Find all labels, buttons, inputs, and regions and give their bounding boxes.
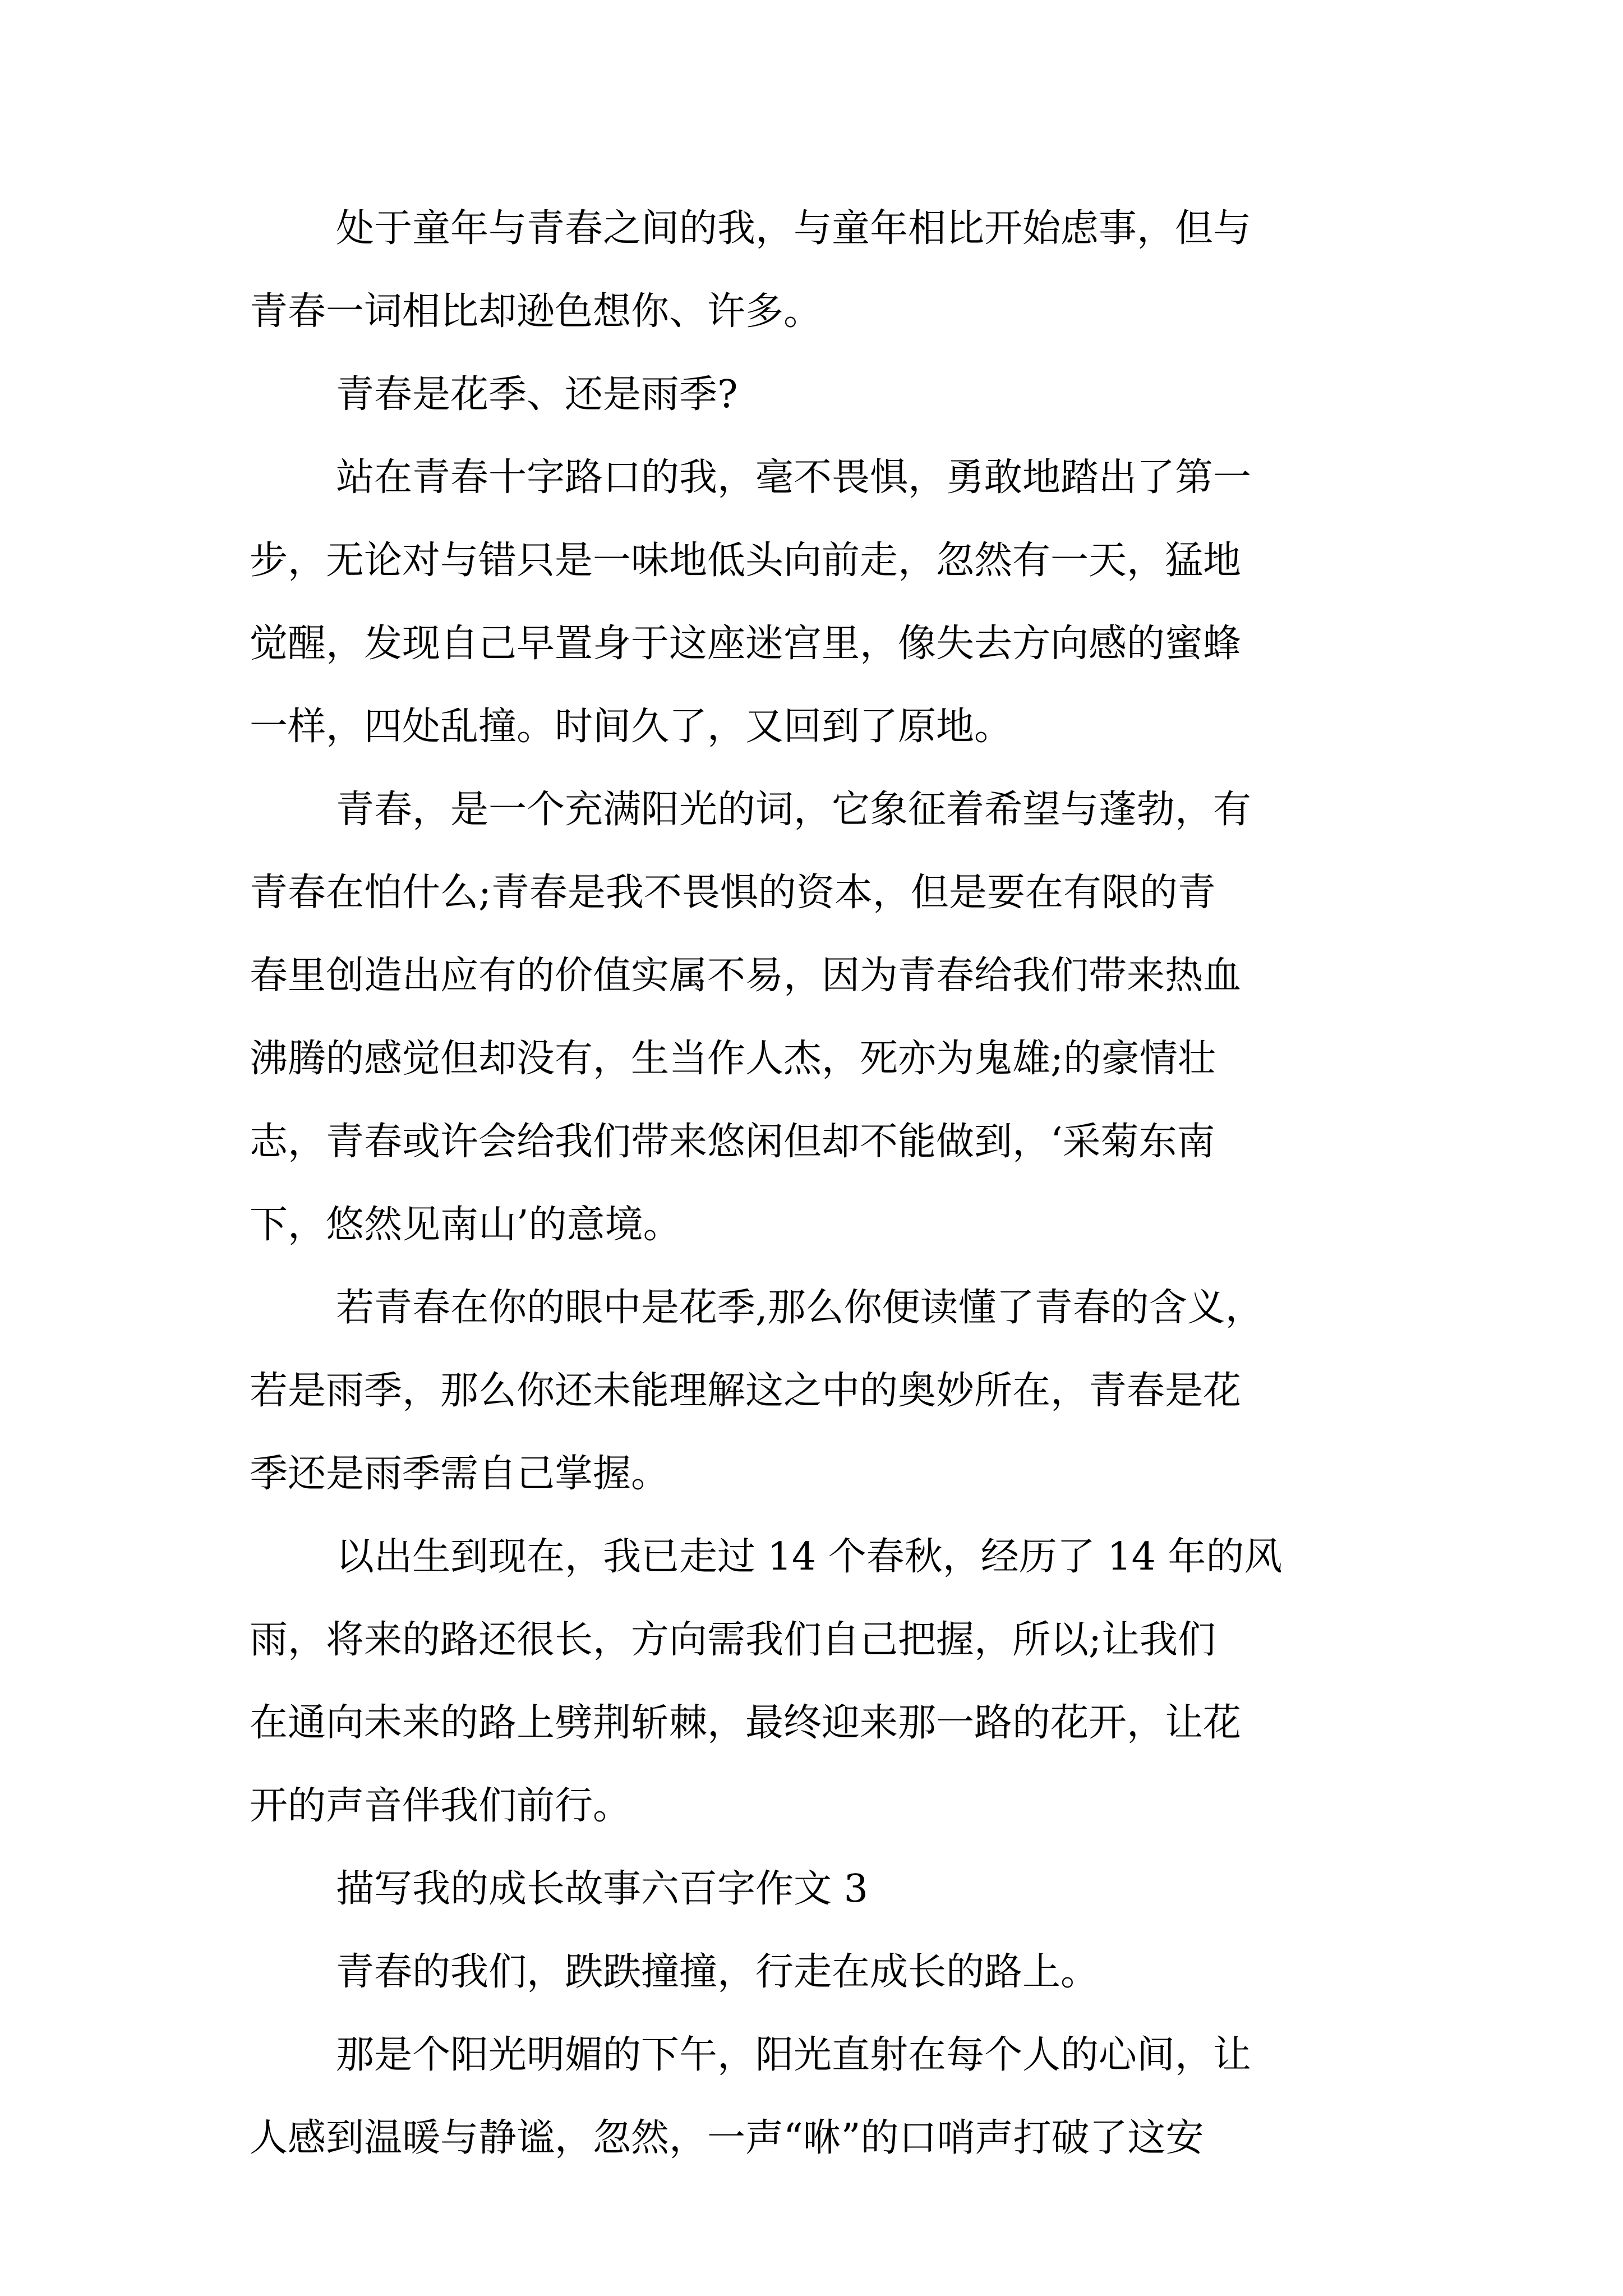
text-line: 青春一词相比却逊色想你、许多。 bbox=[250, 289, 822, 334]
text-line: 一样，四处乱撞。时间久了，又回到了原地。 bbox=[250, 705, 1013, 749]
text-line: 雨，将来的路还很长，方向需我们自己把握，所以;让我们 bbox=[250, 1618, 1216, 1662]
section-heading: 描写我的成长故事六百字作文 3 bbox=[336, 1867, 868, 1911]
text-line: 觉醒，发现自己早置身于这座迷宫里，像失去方向感的蜜蜂 bbox=[250, 622, 1242, 666]
text-line: 步，无论对与错只是一味地低头向前走，忽然有一天，猛地 bbox=[250, 539, 1242, 583]
text-line: 春里创造出应有的价值实属不易，因为青春给我们带来热血 bbox=[250, 954, 1242, 998]
text-line: 在通向未来的路上劈荆斩棘，最终迎来那一路的花开，让花 bbox=[250, 1701, 1242, 1745]
text-line: 沸腾的感觉但却没有，生当作人杰，死亦为鬼雄;的豪情壮 bbox=[250, 1037, 1216, 1081]
text-line: 青春，是一个充满阳光的词，它象征着希望与蓬勃，有 bbox=[336, 788, 1252, 832]
text-line: 人感到温暖与静谧，忽然，一声“咻”的口哨声打破了这安 bbox=[250, 2116, 1204, 2160]
text-line: 青春在怕什么;青春是我不畏惧的资本，但是要在有限的青 bbox=[250, 871, 1216, 915]
text-line: 处于童年与青春之间的我，与童年相比开始虑事，但与 bbox=[336, 206, 1252, 251]
text-line: 下，悠然见南山’的意境。 bbox=[250, 1203, 681, 1247]
text-line: 若是雨季，那么你还未能理解这之中的奥妙所在，青春是花 bbox=[250, 1369, 1242, 1413]
text-line: 站在青春十字路口的我，毫不畏惧，勇敢地踏出了第一 bbox=[336, 455, 1252, 500]
text-line: 志，青春或许会给我们带来悠闲但却不能做到，‘采菊东南 bbox=[250, 1120, 1215, 1164]
text-line: 青春是花季、还是雨季? bbox=[336, 372, 738, 417]
text-line: 青春的我们，跌跌撞撞，行走在成长的路上。 bbox=[336, 1950, 1099, 1994]
text-line: 那是个阳光明媚的下午，阳光直射在每个人的心间，让 bbox=[336, 2033, 1252, 2077]
text-line: 季还是雨季需自己掌握。 bbox=[250, 1452, 670, 1496]
text-line: 若青春在你的眼中是花季,那么你便读懂了青春的含义， bbox=[336, 1286, 1264, 1330]
text-line: 以出生到现在，我已走过 14 个春秋，经历了 14 年的风 bbox=[336, 1535, 1283, 1579]
text-line: 开的声音伴我们前行。 bbox=[250, 1784, 631, 1828]
